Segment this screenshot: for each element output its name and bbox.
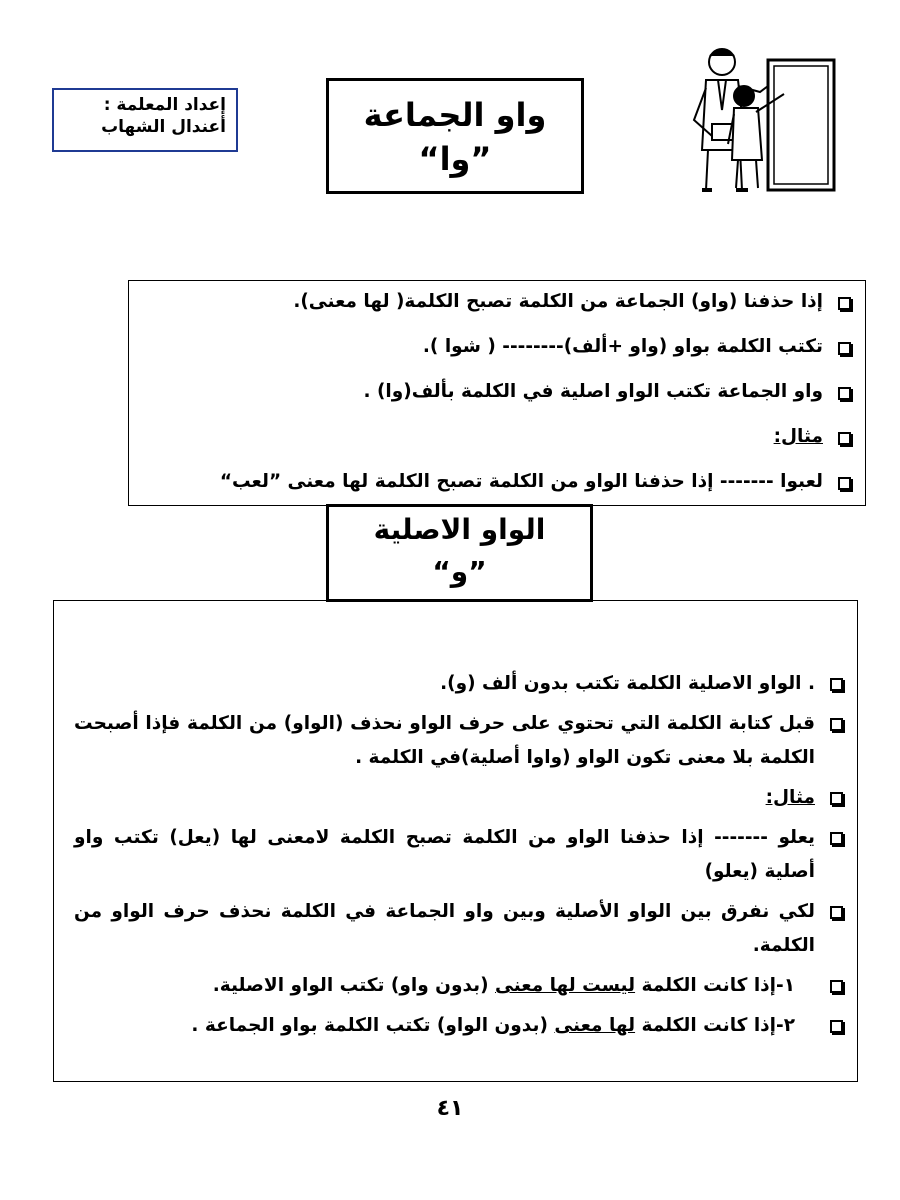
rule-text: إذا حذفنا (واو) الجماعة من الكلمة تصبح الكلمة( لها معنى).: [293, 291, 823, 312]
list-item: [74, 781, 857, 815]
list-item: [74, 895, 857, 963]
teacher-student-illustration: [672, 40, 842, 192]
rule1-suffix: (بدون واو) تكتب الواو الاصلية.: [212, 975, 495, 996]
list-item: [129, 285, 865, 330]
rule-text: واو الجماعة تكتب الواو اصلية في الكلمة بألف(وا) .: [363, 381, 823, 402]
title-waw-asliya: [326, 504, 593, 602]
rule2-suffix: (بدون الواو) تكتب الكلمة بواو الجماعة .: [191, 1015, 555, 1036]
list-item: [74, 821, 857, 889]
waw-al-jamaa-rules-box: [128, 280, 866, 506]
title-waw-al-jamaa-text: واو الجماعة: [363, 96, 547, 134]
checkbox-bullet-icon: [838, 432, 851, 445]
checkbox-bullet-icon: [830, 980, 843, 993]
checkbox-bullet-icon: [830, 1020, 843, 1033]
waw-al-jamaa-rules-list: [129, 281, 865, 510]
rule-text: . الواو الاصلية الكلمة تكتب بدون ألف (و).: [440, 673, 815, 694]
rule-text: لكي نفرق بين الواو الأصلية وبين واو الجماعة في الكلمة نحذف حرف الواو من الكلمة.: [74, 901, 815, 956]
rule1-underlined: ليست لها معنى: [495, 975, 636, 996]
rule-text: قبل كتابة الكلمة التي تحتوي على حرف الواو نحذف (الواو) من الكلمة فإذا أصبحت الكلمة بلا معنى تكون الواو (واوا أصلية)في الكلمة .: [74, 713, 815, 768]
board-icon: [768, 60, 834, 190]
list-item: [129, 375, 865, 420]
title-waw-asliya-text: الواو الاصلية: [373, 513, 546, 546]
list-item: [74, 969, 857, 1003]
waw-asliya-rules-box: [53, 600, 858, 1082]
author-box: [52, 88, 238, 152]
checkbox-bullet-icon: [838, 387, 851, 400]
checkbox-bullet-icon: [838, 297, 851, 310]
checkbox-bullet-icon: [830, 718, 843, 731]
rule2-underlined: لها معنى: [554, 1015, 636, 1036]
list-item: [129, 330, 865, 375]
checkbox-bullet-icon: [838, 477, 851, 490]
author-name: أعندال الشهاب: [101, 117, 226, 137]
example-text: يعلو ------- إذا حذفنا الواو من الكلمة تصبح الكلمة لامعنى لها (يعل) تكتب واو أصلية (يعلو): [74, 827, 815, 882]
title-waw-asliya-symbol: ”و“: [432, 555, 487, 588]
rule1-prefix: ١-إذا كانت الكلمة: [635, 975, 795, 996]
waw-asliya-rules-list: [54, 601, 857, 1043]
example-label: مثال:: [765, 787, 815, 808]
checkbox-bullet-icon: [830, 678, 843, 691]
checkbox-bullet-icon: [838, 342, 851, 355]
checkbox-bullet-icon: [830, 832, 843, 845]
list-item: [129, 420, 865, 465]
example-text: لعبوا ------- إذا حذفنا الواو من الكلمة تصبح الكلمة لها معنى ”لعب“: [219, 471, 823, 492]
list-item: [74, 1009, 857, 1043]
rule-text: تكتب الكلمة بواو (واو +ألف)-------- ( شوا ).: [422, 336, 823, 357]
list-item: [74, 667, 857, 701]
rule2-prefix: ٢-إذا كانت الكلمة: [635, 1015, 795, 1036]
title-waw-al-jamaa: [326, 78, 584, 194]
page-number: ٤١: [436, 1096, 464, 1121]
author-label: إعداد المعلمة :: [103, 95, 226, 115]
checkbox-bullet-icon: [830, 792, 843, 805]
list-item: [74, 707, 857, 775]
title-waw-al-jamaa-symbol: ”وا“: [418, 140, 492, 178]
example-label: مثال:: [773, 426, 823, 447]
checkbox-bullet-icon: [830, 906, 843, 919]
